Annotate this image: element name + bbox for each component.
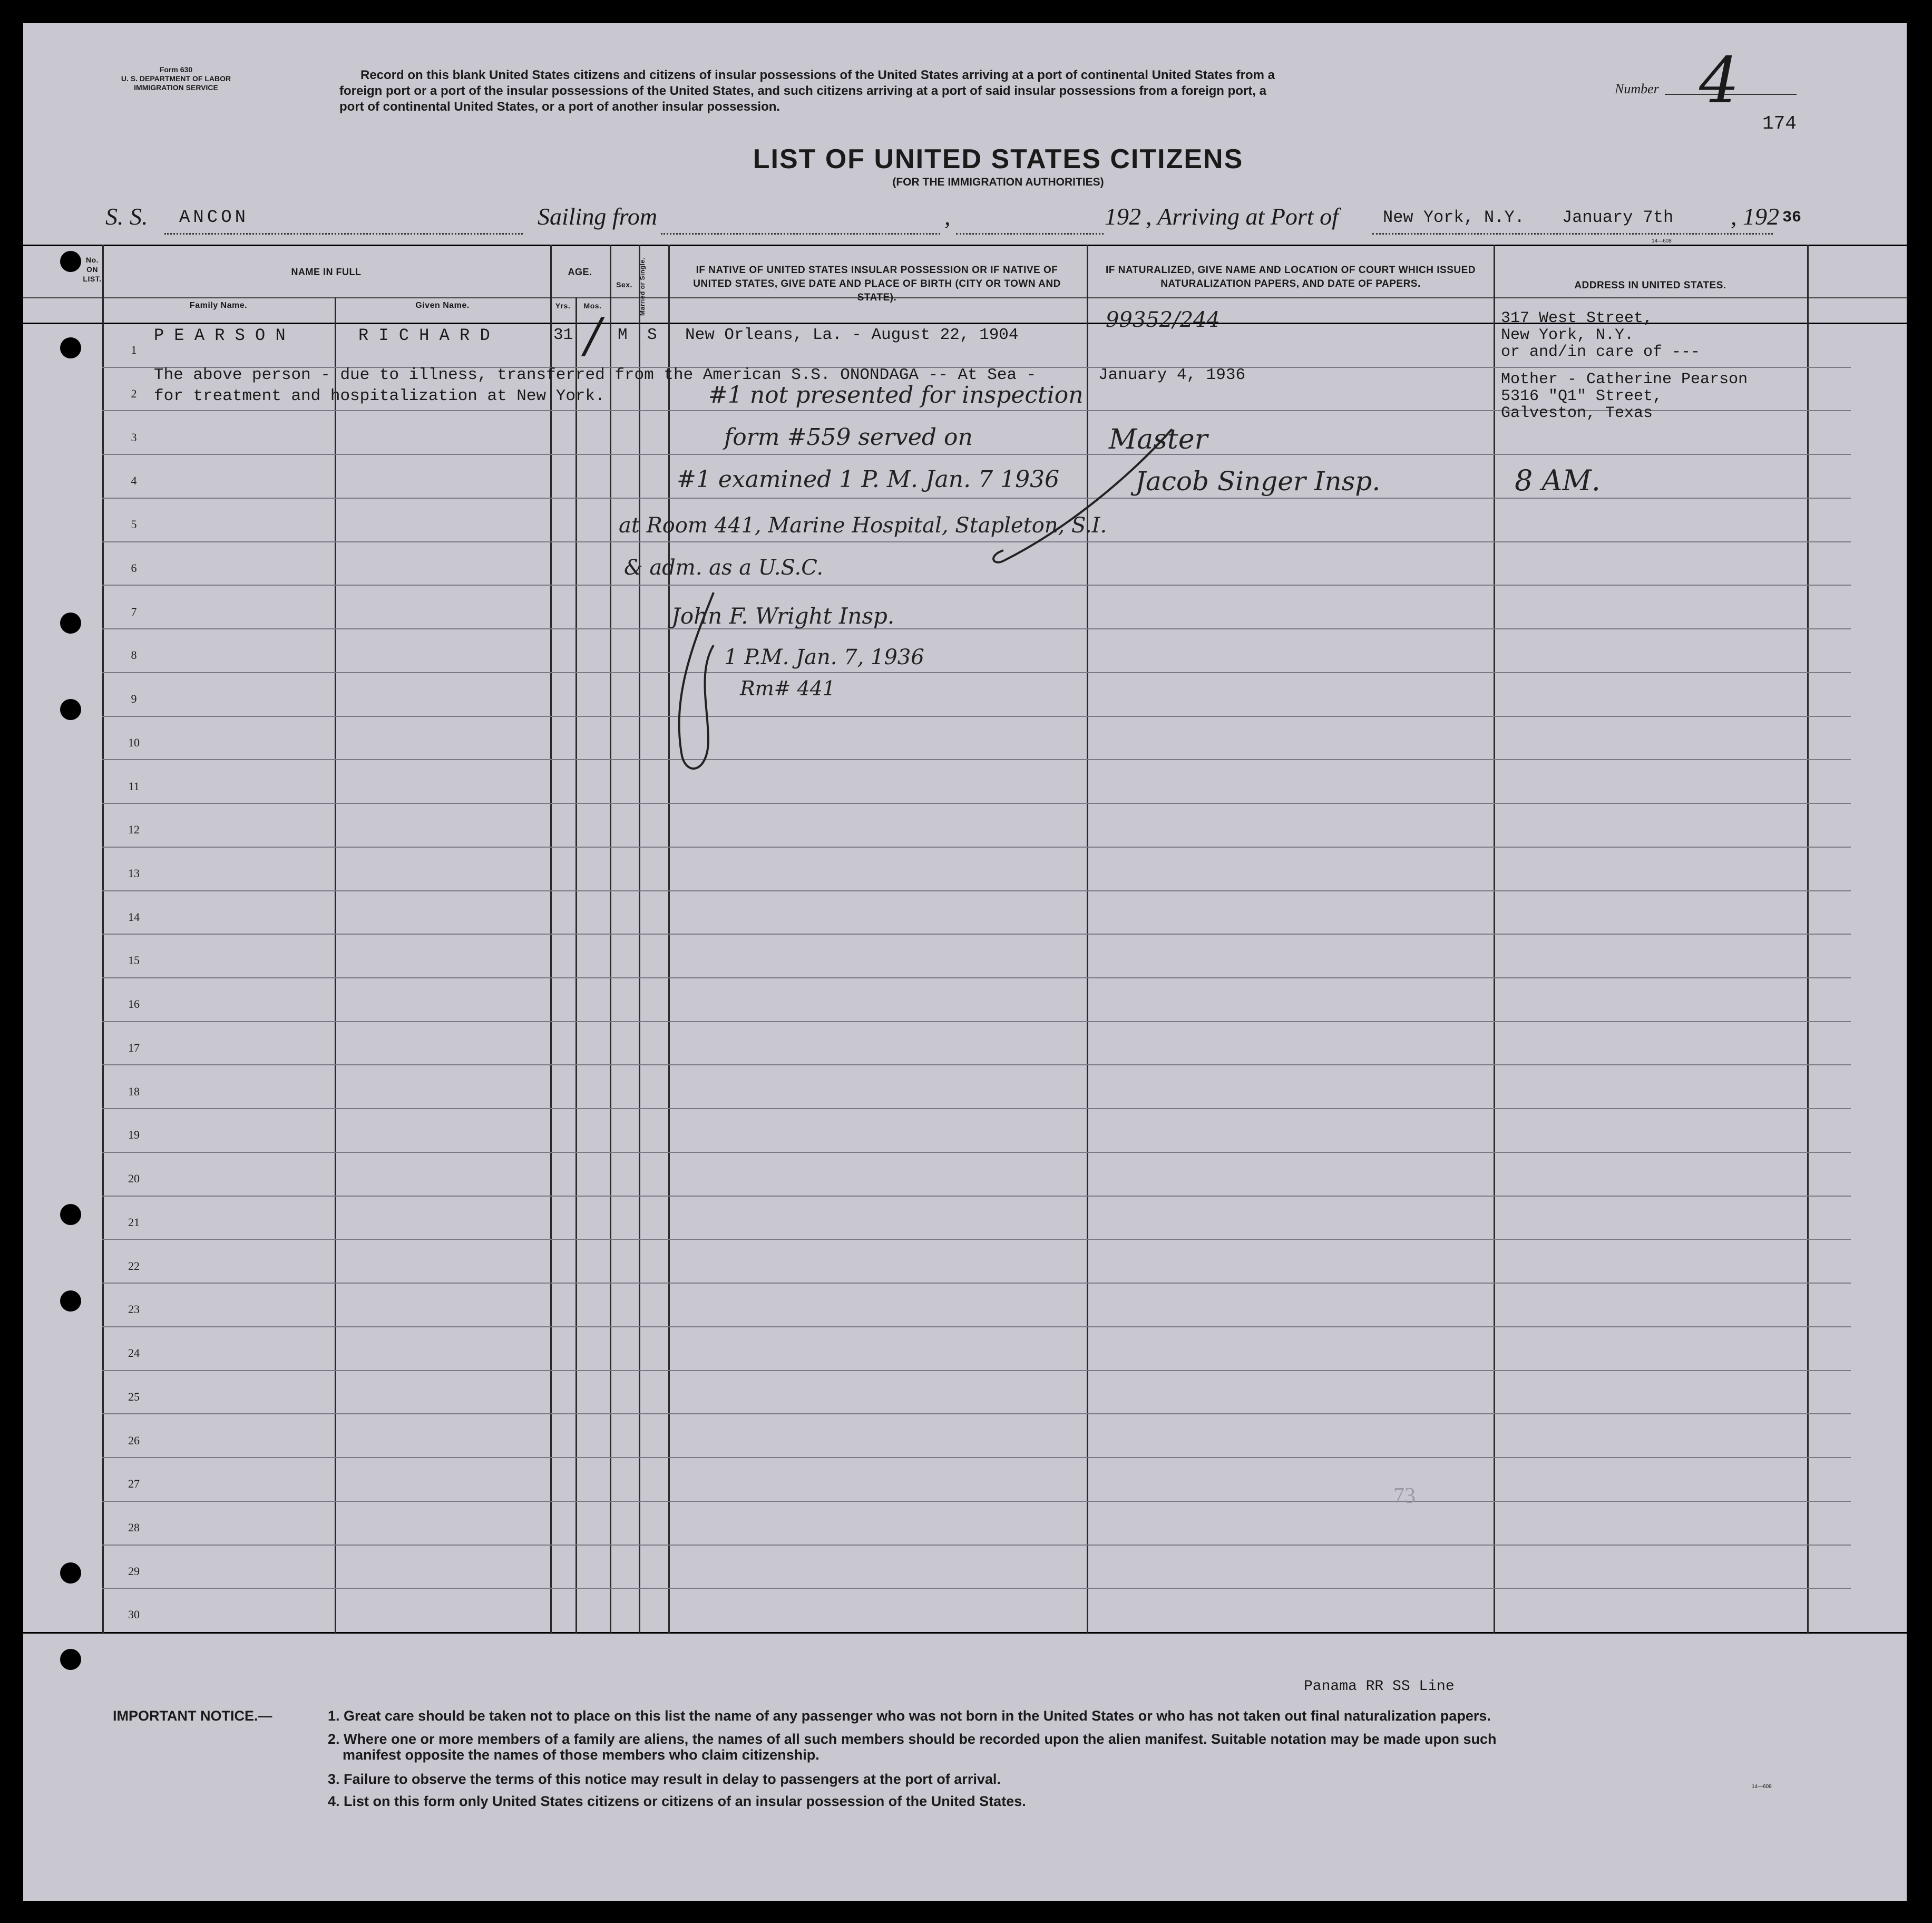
row-number: 28 <box>128 1521 140 1534</box>
punch-hole <box>60 251 81 272</box>
row-rule <box>102 759 1851 760</box>
row-number: 4 <box>131 474 137 488</box>
hw-master: Master <box>1109 424 1208 455</box>
row-number: 7 <box>131 605 137 618</box>
hw-room-number: Rm# 441 <box>740 677 836 700</box>
manifest-page <box>23 23 1907 1901</box>
address-line-1: 317 West Street, <box>1501 309 1653 327</box>
row-number: 25 <box>128 1390 140 1403</box>
row-rule <box>102 1064 1851 1065</box>
row-rule <box>102 1501 1851 1502</box>
header-sex: Sex. <box>616 280 632 289</box>
hw-admitted: & adm. as a U.S.C. <box>624 556 824 580</box>
department-name: U. S. DEPARTMENT OF LABOR <box>121 74 231 83</box>
date-dotline <box>956 233 1104 235</box>
instructions-text <box>339 67 1578 115</box>
hw-inspector-signature: Jacob Singer Insp. <box>1135 466 1381 497</box>
hw-examined: #1 examined 1 P. M. Jan. 7 1936 <box>677 466 1060 493</box>
row-rule <box>102 1588 1851 1589</box>
row-rule <box>102 1370 1851 1371</box>
entry-marital: S <box>647 326 657 344</box>
row-number: 14 <box>128 910 140 924</box>
punch-hole <box>60 1562 81 1584</box>
hw-cert-number: 99352/244 <box>1106 308 1221 332</box>
row-rule <box>102 1021 1851 1022</box>
sailing-from-label: Sailing from <box>538 203 658 230</box>
col-divider-no <box>102 245 104 1633</box>
header-family-name: Family Name. <box>189 301 248 310</box>
entry-sex: M <box>618 326 628 344</box>
row-rule <box>102 628 1851 629</box>
entry-note-line-2: for treatment and hospitalization at New York. <box>154 387 605 405</box>
row-number: 23 <box>128 1303 140 1316</box>
printer-mark-top: 14—608 <box>1652 238 1672 244</box>
row-rule <box>102 716 1851 717</box>
row-number: 8 <box>131 648 137 662</box>
row-number: 16 <box>128 997 140 1011</box>
hw-second-signature: John F. Wright Insp. <box>671 603 895 629</box>
row-number: 12 <box>128 823 140 837</box>
entry-naturalized-date: January 4, 1936 <box>1098 366 1246 384</box>
row-rule <box>102 1457 1851 1458</box>
row-number: 11 <box>128 779 140 793</box>
notice-2-continued: manifest opposite the names of those members who claim citizenship. <box>343 1747 819 1763</box>
entry-note-line-1: The above person - due to illness, transferred from the American S.S. ONONDAGA -- At Sea - <box>154 366 1037 384</box>
ship-dotline <box>164 233 523 235</box>
col-divider-mos <box>610 245 611 1633</box>
row-number: 1 <box>131 343 137 357</box>
col-divider-given <box>550 245 552 1633</box>
comma-separator: , <box>944 203 951 230</box>
row-rule <box>102 977 1851 978</box>
hw-not-presented: #1 not presented for inspection <box>708 382 1084 409</box>
row-rule <box>102 672 1851 673</box>
instructions-line-2: foreign port or a port of the insular possessions of the United States, and such citizens arriving at a port of said insular possessions from a foreign port, a <box>339 84 1266 98</box>
notice-2: 2. Where one or more members of a family are aliens, the names of all such members should be recorded upon the alien manifest. Suitable notation may be made upon such <box>328 1731 1497 1747</box>
hw-time: 8 AM. <box>1515 464 1601 497</box>
col-divider-married <box>668 245 670 1633</box>
arrival-date: January 7th <box>1562 208 1674 227</box>
row-rule <box>102 847 1851 848</box>
punch-hole <box>60 613 81 634</box>
page-subtitle: (FOR THE IMMIGRATION AUTHORITIES) <box>892 176 1104 188</box>
header-married: Married or Single. <box>639 257 646 316</box>
address-line-5: 5316 "Q1" Street, <box>1501 387 1663 405</box>
header-yrs: Yrs. <box>555 302 571 310</box>
row-number: 30 <box>128 1608 140 1621</box>
number-label: Number <box>1615 81 1659 96</box>
col-divider-sex <box>639 245 640 1633</box>
hw-flourish-2 <box>650 582 756 782</box>
row-number: 27 <box>128 1477 140 1491</box>
hw-exam-date: 1 P.M. Jan. 7, 1936 <box>724 645 924 669</box>
hw-form-559: form #559 served on <box>724 424 973 451</box>
row-rule <box>102 1196 1851 1197</box>
row-number: 29 <box>128 1564 140 1578</box>
row-rule <box>102 1108 1851 1109</box>
row-rule <box>102 1413 1851 1414</box>
page-title: LIST OF UNITED STATES CITIZENS <box>753 144 1244 174</box>
header-address: ADDRESS IN UNITED STATES. <box>1574 280 1726 291</box>
ship-name: ANCON <box>179 208 249 228</box>
form-identifier <box>97 65 255 92</box>
header-no-on-list: No. ON LIST. <box>83 256 102 283</box>
row-number: 9 <box>131 692 137 706</box>
row-number: 13 <box>128 867 140 880</box>
row-rule <box>102 1545 1851 1546</box>
row-rule <box>102 1283 1851 1284</box>
row-number: 24 <box>128 1346 140 1360</box>
form-number: Form 630 <box>159 65 193 74</box>
address-line-6: Galveston, Texas <box>1501 404 1653 422</box>
entry-age-yrs: 31 <box>553 326 573 344</box>
header-mos: Mos. <box>583 302 602 310</box>
entry-birth: New Orleans, La. - August 22, 1904 <box>685 326 1019 344</box>
row-number: 18 <box>128 1084 140 1098</box>
header-birth: IF NATIVE OF UNITED STATES INSULAR POSSESSION OR IF NATIVE OF UNITED STATES, GIVE DATE AND PLACE OF BIRTH (CITY OR TOWN AND STATE). <box>693 265 1061 303</box>
hw-flourish-1 <box>972 413 1193 582</box>
year-prefix-1: 192 <box>1105 203 1141 230</box>
page-stamp: 174 <box>1762 113 1797 134</box>
punch-hole <box>60 1290 81 1312</box>
arriving-label: , Arriving at Port of <box>1146 203 1339 230</box>
header-given-name: Given Name. <box>415 301 470 310</box>
important-notice-label: IMPORTANT NOTICE.— <box>113 1708 272 1724</box>
instructions-line-3: port of continental United States, or a port of another insular possession. <box>339 100 780 114</box>
row-rule <box>102 890 1851 891</box>
entry-family-name: P E A R S O N <box>154 326 286 345</box>
punch-hole <box>60 1649 81 1670</box>
row-rule <box>102 1239 1851 1240</box>
sailing-dotline <box>661 233 940 235</box>
punch-hole <box>60 337 81 358</box>
address-line-4: Mother - Catherine Pearson <box>1501 371 1748 389</box>
row-number: 2 <box>131 386 137 400</box>
row-number: 5 <box>131 518 137 531</box>
footer-stamp-73: 73 <box>1393 1484 1416 1508</box>
instructions-line-1: Record on this blank United States citizens and citizens of insular possessions of the United States arriving at a port of continental United States from a <box>360 68 1275 82</box>
row-number: 6 <box>131 561 137 575</box>
entry-address <box>1501 310 1748 422</box>
row-number: 15 <box>128 954 140 967</box>
punch-hole <box>60 1204 81 1225</box>
notice-1: 1. Great care should be taken not to place on this list the name of any passenger who was not born in the United States or who has not taken out final naturalization papers. <box>328 1708 1491 1724</box>
notice-3: 3. Failure to observe the terms of this notice may result in delay to passengers at the port of arrival. <box>328 1771 1001 1787</box>
steamship-line-stamp: Panama RR SS Line <box>1304 1678 1455 1695</box>
table-top-border <box>23 245 1907 246</box>
col-divider-naturalized <box>1494 245 1495 1633</box>
printer-mark-bottom: 14—608 <box>1752 1784 1772 1790</box>
hw-room-441: at Room 441, Marine Hospital, Stapleton, S.I. <box>619 513 1107 538</box>
number-value: 4 <box>1699 44 1740 118</box>
row-number: 22 <box>128 1259 140 1273</box>
notice-4: 4. List on this form only United States citizens or citizens of an insular possession of the United States. <box>328 1793 1026 1809</box>
header-name-in-full: NAME IN FULL <box>291 267 362 277</box>
address-line-2: New York, N.Y. <box>1501 326 1634 344</box>
arrival-dotline <box>1372 233 1773 235</box>
service-name: IMMIGRATION SERVICE <box>134 83 218 92</box>
col-divider-address <box>1807 245 1809 1633</box>
row-number: 19 <box>128 1128 140 1142</box>
ss-label: S. S. <box>105 203 148 230</box>
table-bottom-border <box>23 1632 1907 1634</box>
year-prefix-2: , 192 <box>1731 203 1779 230</box>
row-rule <box>102 585 1851 586</box>
row-number: 20 <box>128 1172 140 1186</box>
row-rule <box>102 934 1851 935</box>
punch-hole <box>60 699 81 720</box>
row-number: 10 <box>128 735 140 749</box>
row-number: 17 <box>128 1041 140 1054</box>
row-number: 3 <box>131 430 137 444</box>
arrival-port: New York, N.Y. <box>1383 208 1525 227</box>
arrival-year: 36 <box>1782 209 1802 227</box>
row-number: 21 <box>128 1215 140 1229</box>
row-rule <box>102 803 1851 804</box>
entry-age-mos-mark: / <box>585 308 601 363</box>
address-line-3: or and/in care of --- <box>1501 343 1701 361</box>
row-number: 26 <box>128 1433 140 1447</box>
entry-given-name: R I C H A R D <box>358 326 490 345</box>
header-age: AGE. <box>568 267 592 277</box>
header-naturalized: IF NATURALIZED, GIVE NAME AND LOCATION OF COURT WHICH ISSUED NATURALIZATION PAPERS, AND DATE OF PAPERS. <box>1105 265 1476 289</box>
row-rule <box>102 1152 1851 1153</box>
row-rule <box>102 1326 1851 1327</box>
